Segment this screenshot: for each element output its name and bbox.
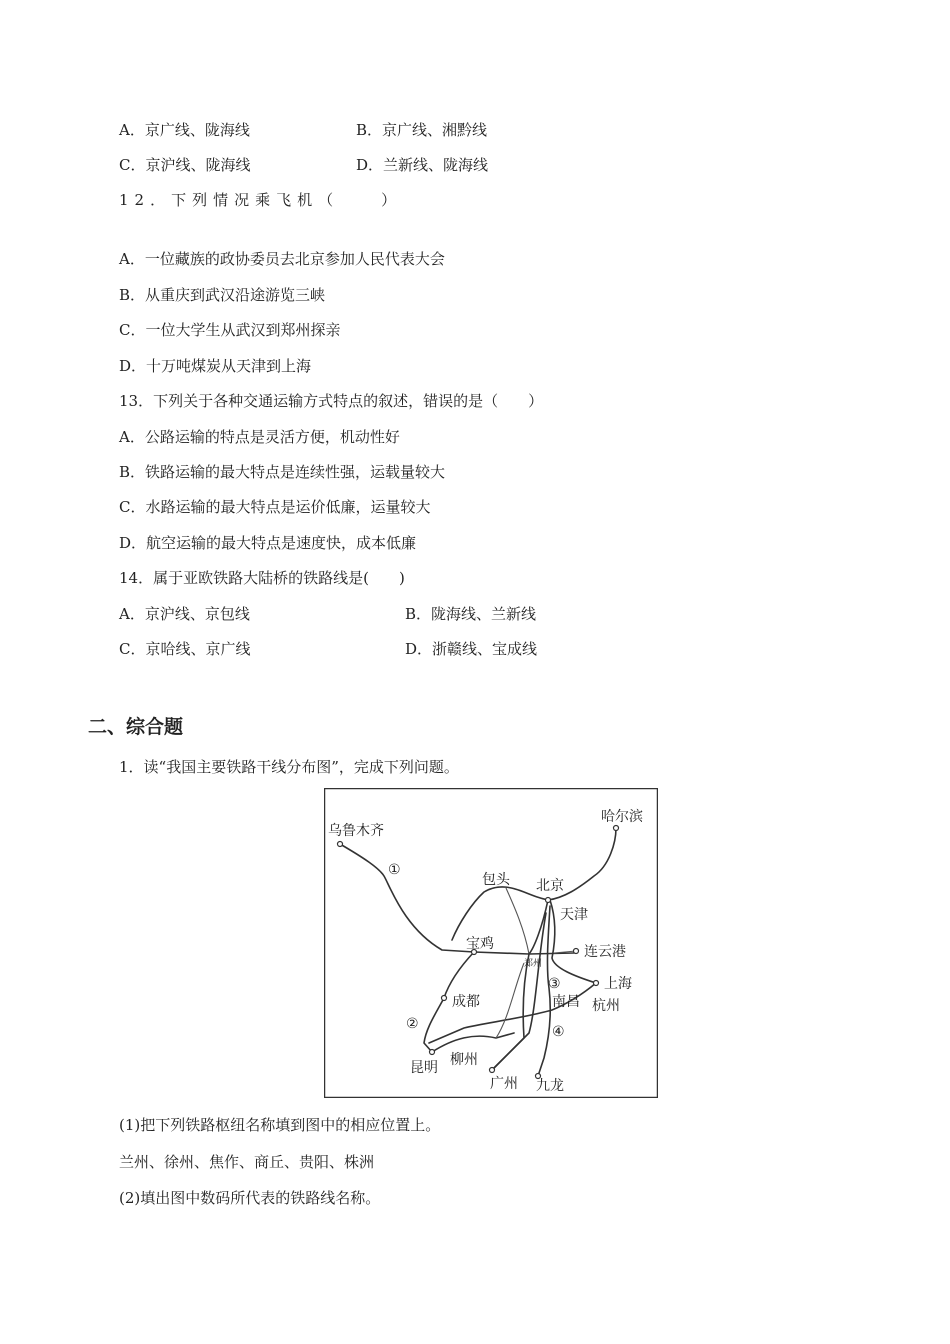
q14-option-c: C．京哈线、京广线 bbox=[119, 640, 251, 658]
comprehensive-q1-sub2: (2)填出图中数码所代表的铁路线名称。 bbox=[119, 1189, 381, 1207]
dot-kunming bbox=[430, 1050, 435, 1055]
city-baotou: 包头 bbox=[482, 872, 510, 888]
q14-option-d: D．浙赣线、宝成线 bbox=[405, 640, 538, 658]
comprehensive-q1-stem: 1．读“我国主要铁路干线分布图”，完成下列问题。 bbox=[119, 758, 459, 776]
comprehensive-q1-sub1: (1)把下列铁路枢纽名称填到图中的相应位置上。 bbox=[119, 1116, 441, 1134]
q12-option-c: C．一位大学生从武汉到郑州探亲 bbox=[119, 321, 341, 339]
city-guangzhou: 广州 bbox=[490, 1076, 518, 1092]
line-number-2: ② bbox=[406, 1016, 419, 1032]
city-nanchang: 南昌 bbox=[552, 994, 580, 1010]
q12-option-b: B．从重庆到武汉沿途游览三峡 bbox=[119, 286, 326, 304]
city-urumqi: 乌鲁木齐 bbox=[328, 823, 384, 839]
comprehensive-q1-sub1-list: 兰州、徐州、焦作、商丘、贵阳、株洲 bbox=[119, 1153, 375, 1171]
line-number-1: ① bbox=[388, 862, 401, 878]
dot-urumqi bbox=[338, 842, 343, 847]
q13-stem: 13．下列关于各种交通运输方式特点的叙述，错误的是（ ） bbox=[119, 392, 544, 410]
q14-option-a: A．京沪线、京包线 bbox=[119, 605, 250, 623]
q13-option-d: D．航空运输的最大特点是速度快，成本低廉 bbox=[119, 534, 417, 552]
line-number-3: ③ bbox=[548, 976, 561, 992]
city-baoji: 宝鸡 bbox=[466, 936, 494, 952]
city-harbin: 哈尔滨 bbox=[601, 809, 643, 825]
city-kunming: 昆明 bbox=[410, 1060, 438, 1076]
q13-option-b: B．铁路运输的最大特点是连续性强，运载量较大 bbox=[119, 463, 446, 481]
q11-option-d: D．兰新线、陇海线 bbox=[356, 156, 489, 174]
q12-option-d: D．十万吨煤炭从天津到上海 bbox=[119, 357, 312, 375]
q13-option-c: C．水路运输的最大特点是运价低廉，运量较大 bbox=[119, 498, 431, 516]
city-lianyungang: 连云港 bbox=[584, 944, 626, 960]
city-liuzhou: 柳州 bbox=[450, 1052, 478, 1068]
q14-stem: 14．属于亚欧铁路大陆桥的铁路线是( ) bbox=[119, 569, 405, 587]
q11-option-a: A．京广线、陇海线 bbox=[119, 121, 250, 139]
line-number-4: ④ bbox=[552, 1024, 565, 1040]
q11-option-b: B．京广线、湘黔线 bbox=[356, 121, 488, 139]
dot-guangzhou bbox=[490, 1068, 495, 1073]
city-chengdu: 成都 bbox=[452, 994, 480, 1010]
city-zhengzhou: 郑州 bbox=[524, 959, 543, 969]
dot-harbin bbox=[614, 826, 619, 831]
city-kowloon: 九龙 bbox=[536, 1078, 564, 1094]
q12-stem: 12．下列情况乘飞机（ ） bbox=[119, 191, 403, 209]
city-tianjin: 天津 bbox=[560, 907, 588, 923]
dot-shanghai bbox=[594, 981, 599, 986]
city-hangzhou: 杭州 bbox=[592, 998, 620, 1014]
railway-map bbox=[324, 788, 658, 1098]
q11-option-c: C．京沪线、陇海线 bbox=[119, 156, 251, 174]
city-shanghai: 上海 bbox=[604, 976, 632, 992]
dot-lianyungang bbox=[574, 949, 579, 954]
q13-option-a: A．公路运输的特点是灵活方便，机动性好 bbox=[119, 428, 400, 446]
q12-option-a: A．一位藏族的政协委员去北京参加人民代表大会 bbox=[119, 250, 445, 268]
dot-beijing bbox=[546, 898, 551, 903]
dot-chengdu bbox=[442, 996, 447, 1001]
section-heading: 二、综合题 bbox=[88, 716, 184, 738]
city-beijing: 北京 bbox=[536, 878, 564, 894]
q14-option-b: B．陇海线、兰新线 bbox=[405, 605, 537, 623]
